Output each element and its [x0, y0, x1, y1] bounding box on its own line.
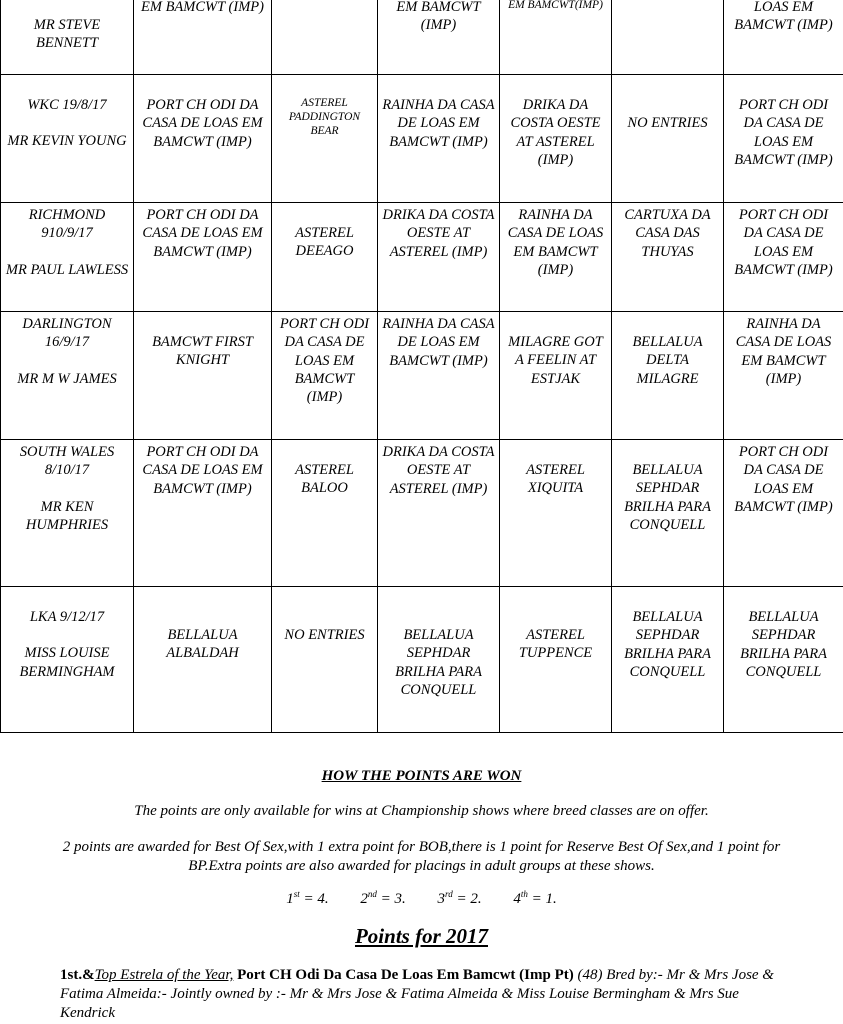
result-cell: BELLALUA SEPHDAR BRILHA PARA CONQUELL	[612, 587, 724, 733]
result-cell: PORT CH ODI DA CASA DE LOAS EM BAMCWT (IMP)	[134, 203, 272, 312]
result-cell: BELLALUA DELTA MILAGRE	[612, 312, 724, 440]
result-cell: RAINHA DA CASA DE LOAS EM BAMCWT (IMP)	[724, 312, 843, 440]
result-cell: NO ENTRIES	[272, 587, 378, 733]
result-cell: NO ENTRIES	[612, 75, 724, 203]
result-cell: BELLALUA SEPHDAR BRILHA PARA CONQUELL	[612, 440, 724, 587]
result-cell: DRIKA DA COSTA OESTE AT ASTEREL (IMP)	[378, 203, 500, 312]
result-cell: ASTEREL PADDINGTON BEAR	[272, 75, 378, 203]
result-cell: EM BAMCWT(IMP)	[500, 0, 612, 75]
scale-item: 3rd = 2.	[437, 889, 482, 907]
result-cell	[612, 0, 724, 75]
show-cell: MR STEVE BENNETT	[1, 0, 134, 75]
result-cell: PORT CH ODI DA CASA DE LOAS EM BAMCWT (IMP)	[134, 440, 272, 587]
table-row	[1, 0, 843, 75]
result-cell: ASTEREL BALOO	[272, 440, 378, 587]
table-row	[1, 203, 843, 312]
show-cell: WKC 19/8/17 MR KEVIN YOUNG	[1, 75, 134, 203]
result-cell: PORT CH ODI DA CASA DE LOAS EM BAMCWT (IMP)	[272, 312, 378, 440]
points-availability-text: The points are only available for wins at Championship shows where breed classes are on offer.	[134, 803, 709, 819]
winner-dog-name: Port CH Odi Da Casa De Loas Em Bamcwt (Imp Pt)	[237, 967, 574, 983]
result-cell: PORT CH ODI DA CASA DE LOAS EM BAMCWT (IMP)	[724, 203, 843, 312]
result-cell: ASTEREL XIQUITA	[500, 440, 612, 587]
result-cell: BELLALUA ALBALDAH	[134, 587, 272, 733]
top-label: Top Estrela of the Year,	[94, 967, 234, 983]
points-scale	[0, 889, 843, 908]
show-cell: DARLINGTON 16/9/17 MR M W JAMES	[1, 312, 134, 440]
result-cell: BELLALUA SEPHDAR BRILHA PARA CONQUELL	[724, 587, 843, 733]
result-cell: ASTEREL DEEAGO	[272, 203, 378, 312]
result-cell: MILAGRE GOT A FEELIN AT ESTJAK	[500, 312, 612, 440]
points-2017-title: Points for 2017	[354, 924, 488, 948]
result-cell: DRIKA DA COSTA OESTE AT ASTEREL (IMP)	[378, 440, 500, 587]
result-cell: CARTUXA DA CASA DAS THUYAS	[612, 203, 724, 312]
result-cell: PORT CH ODI DA CASA DE LOAS EM BAMCWT (IMP)	[724, 440, 843, 587]
table-row	[1, 75, 843, 203]
points-section-title: HOW THE POINTS ARE WON	[321, 768, 522, 784]
table-row	[1, 587, 843, 733]
scale-item: 2nd = 3.	[360, 889, 406, 907]
winner-entry	[60, 966, 790, 1023]
result-cell: LOAS EM BAMCWT (IMP)	[724, 0, 843, 75]
result-cell: RAINHA DA CASA DE LOAS EM BAMCWT (IMP)	[378, 312, 500, 440]
result-cell: EM BAMCWT (IMP)	[378, 0, 500, 75]
scale-item: 1st = 4.	[286, 889, 329, 907]
winner-details: (48) Bred by:- Mr & Mrs Jose & Fatima Almeida:- Jointly owned by :- Mr & Mrs Jose & Fatima Almeida & Miss Louise Bermingham & Mrs Sue Kendrick	[60, 967, 774, 1021]
show-cell: SOUTH WALES 8/10/17 MR KEN HUMPHRIES	[1, 440, 134, 587]
result-cell: DRIKA DA COSTA OESTE AT ASTEREL (IMP)	[500, 75, 612, 203]
result-cell: PORT CH ODI DA CASA DE LOAS EM BAMCWT (IMP)	[134, 75, 272, 203]
result-cell: ASTEREL TUPPENCE	[500, 587, 612, 733]
table-row	[1, 440, 843, 587]
points-award-text: 2 points are awarded for Best Of Sex,with 1 extra point for BOB,there is 1 point for Reserve Best Of Sex,and 1 point for BP.Extra points are also awarded for placings in adult groups at these shows.	[62, 839, 781, 874]
result-cell	[272, 0, 378, 75]
result-cell: BELLALUA SEPHDAR BRILHA PARA CONQUELL	[378, 587, 500, 733]
show-cell: LKA 9/12/17 MISS LOUISE BERMINGHAM	[1, 587, 134, 733]
result-cell: EM BAMCWT (IMP)	[134, 0, 272, 75]
result-cell: RAINHA DA CASA DE LOAS EM BAMCWT (IMP)	[378, 75, 500, 203]
result-cell: BAMCWT FIRST KNIGHT	[134, 312, 272, 440]
result-cell: RAINHA DA CASA DE LOAS EM BAMCWT (IMP)	[500, 203, 612, 312]
show-cell: RICHMOND 910/9/17 MR PAUL LAWLESS	[1, 203, 134, 312]
scale-item: 4th = 1.	[513, 889, 557, 907]
result-cell: PORT CH ODI DA CASA DE LOAS EM BAMCWT (IMP)	[724, 75, 843, 203]
table-row	[1, 312, 843, 440]
winner-place: 1st.&	[60, 967, 95, 983]
